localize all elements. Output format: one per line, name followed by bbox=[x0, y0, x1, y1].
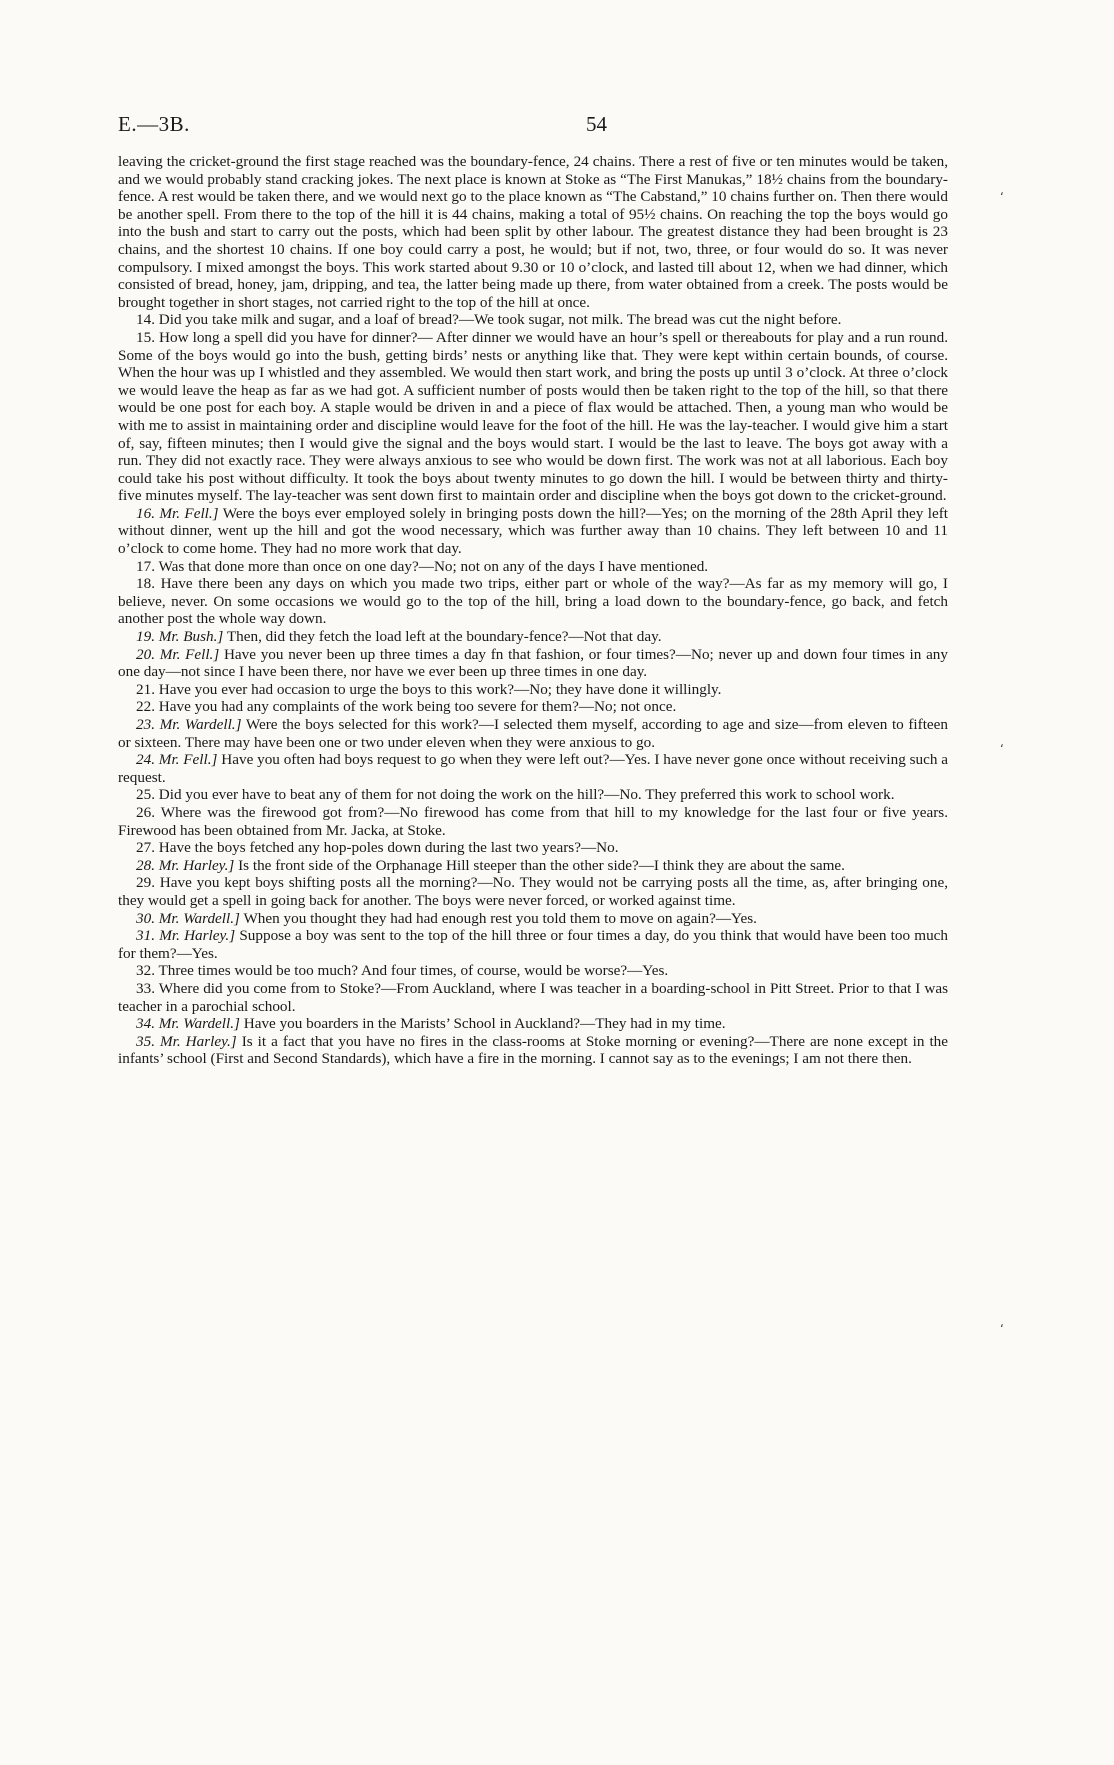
page-header bbox=[118, 112, 998, 142]
paragraph bbox=[118, 927, 948, 962]
paragraph-text: 25. Did you ever have to beat any of them for not doing the work on the hill?—No. They preferred this work to school work. bbox=[136, 786, 895, 804]
paragraph bbox=[118, 874, 948, 909]
paragraph bbox=[118, 1033, 948, 1068]
paragraph-text: Were the boys selected for this work?—I selected them myself, according to age and size—from eleven to fifteen or sixteen. There may have been one or two under eleven when they were anxious to go. bbox=[118, 716, 948, 751]
paragraph-text: 17. Was that done more than once on one day?—No; not on any of the days I have mentioned. bbox=[136, 557, 709, 575]
paragraph-text: Is it a fact that you have no fires in the class-rooms at Stoke morning or evening?—There are none except in the infants’ school (First and Second Standards), which have a fire in the morning. I cannot say as to the evenings; I am not there then. bbox=[118, 1032, 948, 1068]
paragraph-text: Have you often had boys request to go when they were left out?—Yes. I have never gone once without receiving such a request. bbox=[118, 751, 948, 786]
paragraph-text: Suppose a boy was sent to the top of the hill three or four times a day, do you think that would have been too much for them?—Yes. bbox=[118, 927, 949, 962]
paragraph-text: Were the boys ever employed solely in bringing posts down the hill?—Yes; on the morning of the 28th April they left without dinner, went up the hill and got the wood necessary, which was further away than 10 chains. They left between 10 and 11 o’clock to come home. They had no more work that day. bbox=[118, 504, 948, 558]
paragraph bbox=[118, 857, 948, 875]
speaker-label: 31. Mr. Harley.] bbox=[136, 927, 236, 945]
document-reference: E.—3B. bbox=[118, 112, 190, 136]
speaker-label: 24. Mr. Fell.] bbox=[136, 751, 218, 769]
paragraph bbox=[118, 505, 948, 558]
paragraph bbox=[118, 698, 948, 716]
paragraph-text: When you thought they had had enough rest you told them to move on again?—Yes. bbox=[239, 909, 757, 927]
paragraph bbox=[118, 311, 948, 329]
speaker-label: 20. Mr. Fell.] bbox=[136, 645, 220, 663]
paragraph bbox=[118, 804, 948, 839]
paragraph bbox=[118, 786, 948, 804]
paragraph bbox=[118, 329, 948, 505]
margin-mark: ‘ bbox=[1000, 742, 1004, 756]
paragraph bbox=[118, 153, 948, 311]
evidence-text bbox=[118, 153, 948, 1068]
paragraph bbox=[118, 681, 948, 699]
paragraph-text: 33. Where did you come from to Stoke?—From Auckland, where I was teacher in a boarding-school in Pitt Street. Prior to that I was teacher in a parochial school. bbox=[118, 979, 948, 1015]
paragraph-text: 32. Three times would be too much? And four times, of course, would be worse?—Yes. bbox=[136, 962, 669, 980]
paragraph-text: Have you boarders in the Marists’ School in Auckland?—They had in my time. bbox=[239, 1015, 726, 1033]
paragraph bbox=[118, 646, 948, 681]
paragraph bbox=[118, 558, 948, 576]
paragraph-text: 27. Have the boys fetched any hop-poles down during the last two years?—No. bbox=[136, 839, 619, 857]
paragraph-text: 21. Have you ever had occasion to urge the boys to this work?—No; they have done it willingly. bbox=[136, 680, 722, 698]
paragraph bbox=[118, 910, 948, 928]
paragraph-text: 29. Have you kept boys shifting posts all the morning?—No. They would not be carrying posts all the time, as, after bringing one, they would get a spell in going back for another. The boys were never forced, or worked against time. bbox=[118, 874, 948, 909]
speaker-label: 34. Mr. Wardell.] bbox=[136, 1015, 240, 1033]
speaker-label: 28. Mr. Harley.] bbox=[136, 856, 235, 874]
paragraph-text: 26. Where was the firewood got from?—No firewood has come from that hill to my knowledge for the last four or five years. Firewood has been obtained from Mr. Jacka, at Stoke. bbox=[118, 803, 948, 839]
paragraph-text: Have you never been up three times a day fn that fashion, or four times?—No; never up and down four times in any one day—not since I have been there, nor have we ever been up three times in one day. bbox=[118, 645, 948, 681]
paragraph bbox=[118, 716, 948, 751]
paragraph-text: 14. Did you take milk and sugar, and a loaf of bread?—We took sugar, not milk. The bread was cut the night before. bbox=[136, 311, 842, 329]
paragraph bbox=[118, 751, 948, 786]
page-number: 54 bbox=[586, 112, 607, 136]
paragraph-text: Then, did they fetch the load left at the boundary-fence?—Not that day. bbox=[223, 628, 662, 646]
paragraph bbox=[118, 1015, 948, 1033]
speaker-label: 35. Mr. Harley.] bbox=[136, 1032, 237, 1050]
speaker-label: 23. Mr. Wardell.] bbox=[136, 716, 242, 733]
speaker-label: 16. Mr. Fell.] bbox=[136, 504, 219, 522]
margin-mark: ‘ bbox=[1000, 190, 1004, 204]
paragraph-text: leaving the cricket-ground the first stage reached was the boundary-fence, 24 chains. There a rest of five or ten minutes would be taken, and we would probably stand cracking jokes. The next place is known at Stoke as “The First Manukas,” 18½ chains from the boundary-fence. A rest would be taken there, and we would next go to the place known as “The Cabstand,” 10 chains further on. Then there would be another spell. From there to the top of the hill it is 44 chains, making a total of 95½ chains. On reaching the top the boys would go into the bush and start to carry out the posts, which had been split by other labour. The greatest distance they had been brought is 23 chains, and the shortest 10 chains. If one boy could carry a post, he would; but if not, two, three, or four would do so. It was never compulsory. I mixed amongst the boys. This work started about 9.30 or 10 o’clock, and lasted till about 12, when we had dinner, which consisted of bread, honey, jam, dripping, and tea, the latter being made up there, from water obtained from a creek. The posts would be brought together in short stages, not carried right to the top of the hill at once. bbox=[118, 153, 948, 311]
paragraph-text: 15. How long a spell did you have for dinner?— After dinner we would have an hour’s spell or thereabouts for play and a run round. Some of the boys would go into the bush, getting birds’ nests or anything like that. They were kept within certain bounds, of course. When the hour was up I whistled and they assembled. We would then start work, and bring the posts up until 3 o’clock. At three o’clock we would leave the heap as far as we had got. A sufficient number of posts would then be taken right to the top of the hill, so that there would be one post for each boy. A staple would be driven in and a piece of flax would be attached. Then, a young man who would be with me to assist in maintaining order and discipline would leave for the foot of the hill. He was the lay-teacher. I would give him a start of, say, fifteen minutes; then I would give the signal and the boys would start. I would be the last to leave. The boys got away with a run. They did not exactly race. They were always anxious to see who would be down first. The work was not at all laborious. Each boy could take his post without difficulty. It took the boys about twenty minutes to go down the hill. I would be between thirty and thirty-five minutes myself. The lay-teacher was sent down first to maintain order and discipline when the boys got down to the cricket-ground. bbox=[118, 328, 948, 505]
paragraph bbox=[118, 962, 948, 980]
margin-mark: ‘ bbox=[1000, 1322, 1004, 1336]
paragraph bbox=[118, 575, 948, 628]
paragraph-text: Is the front side of the Orphanage Hill steeper than the other side?—I think they are about the same. bbox=[234, 856, 845, 874]
paragraph bbox=[118, 839, 948, 857]
paragraph bbox=[118, 628, 948, 646]
paragraph-text: 22. Have you had any complaints of the work being too severe for them?—No; not once. bbox=[136, 698, 677, 716]
speaker-label: 19. Mr. Bush.] bbox=[136, 628, 224, 646]
speaker-label: 30. Mr. Wardell.] bbox=[136, 909, 240, 927]
paragraph bbox=[118, 980, 948, 1015]
paragraph-text: 18. Have there been any days on which you made two trips, either part or whole of the way?—As far as my memory will go, I believe, never. On some occasions we would go to the top of the hill, bring a load down to the boundary-fence, go back, and fetch another post the whole way down. bbox=[118, 575, 948, 628]
